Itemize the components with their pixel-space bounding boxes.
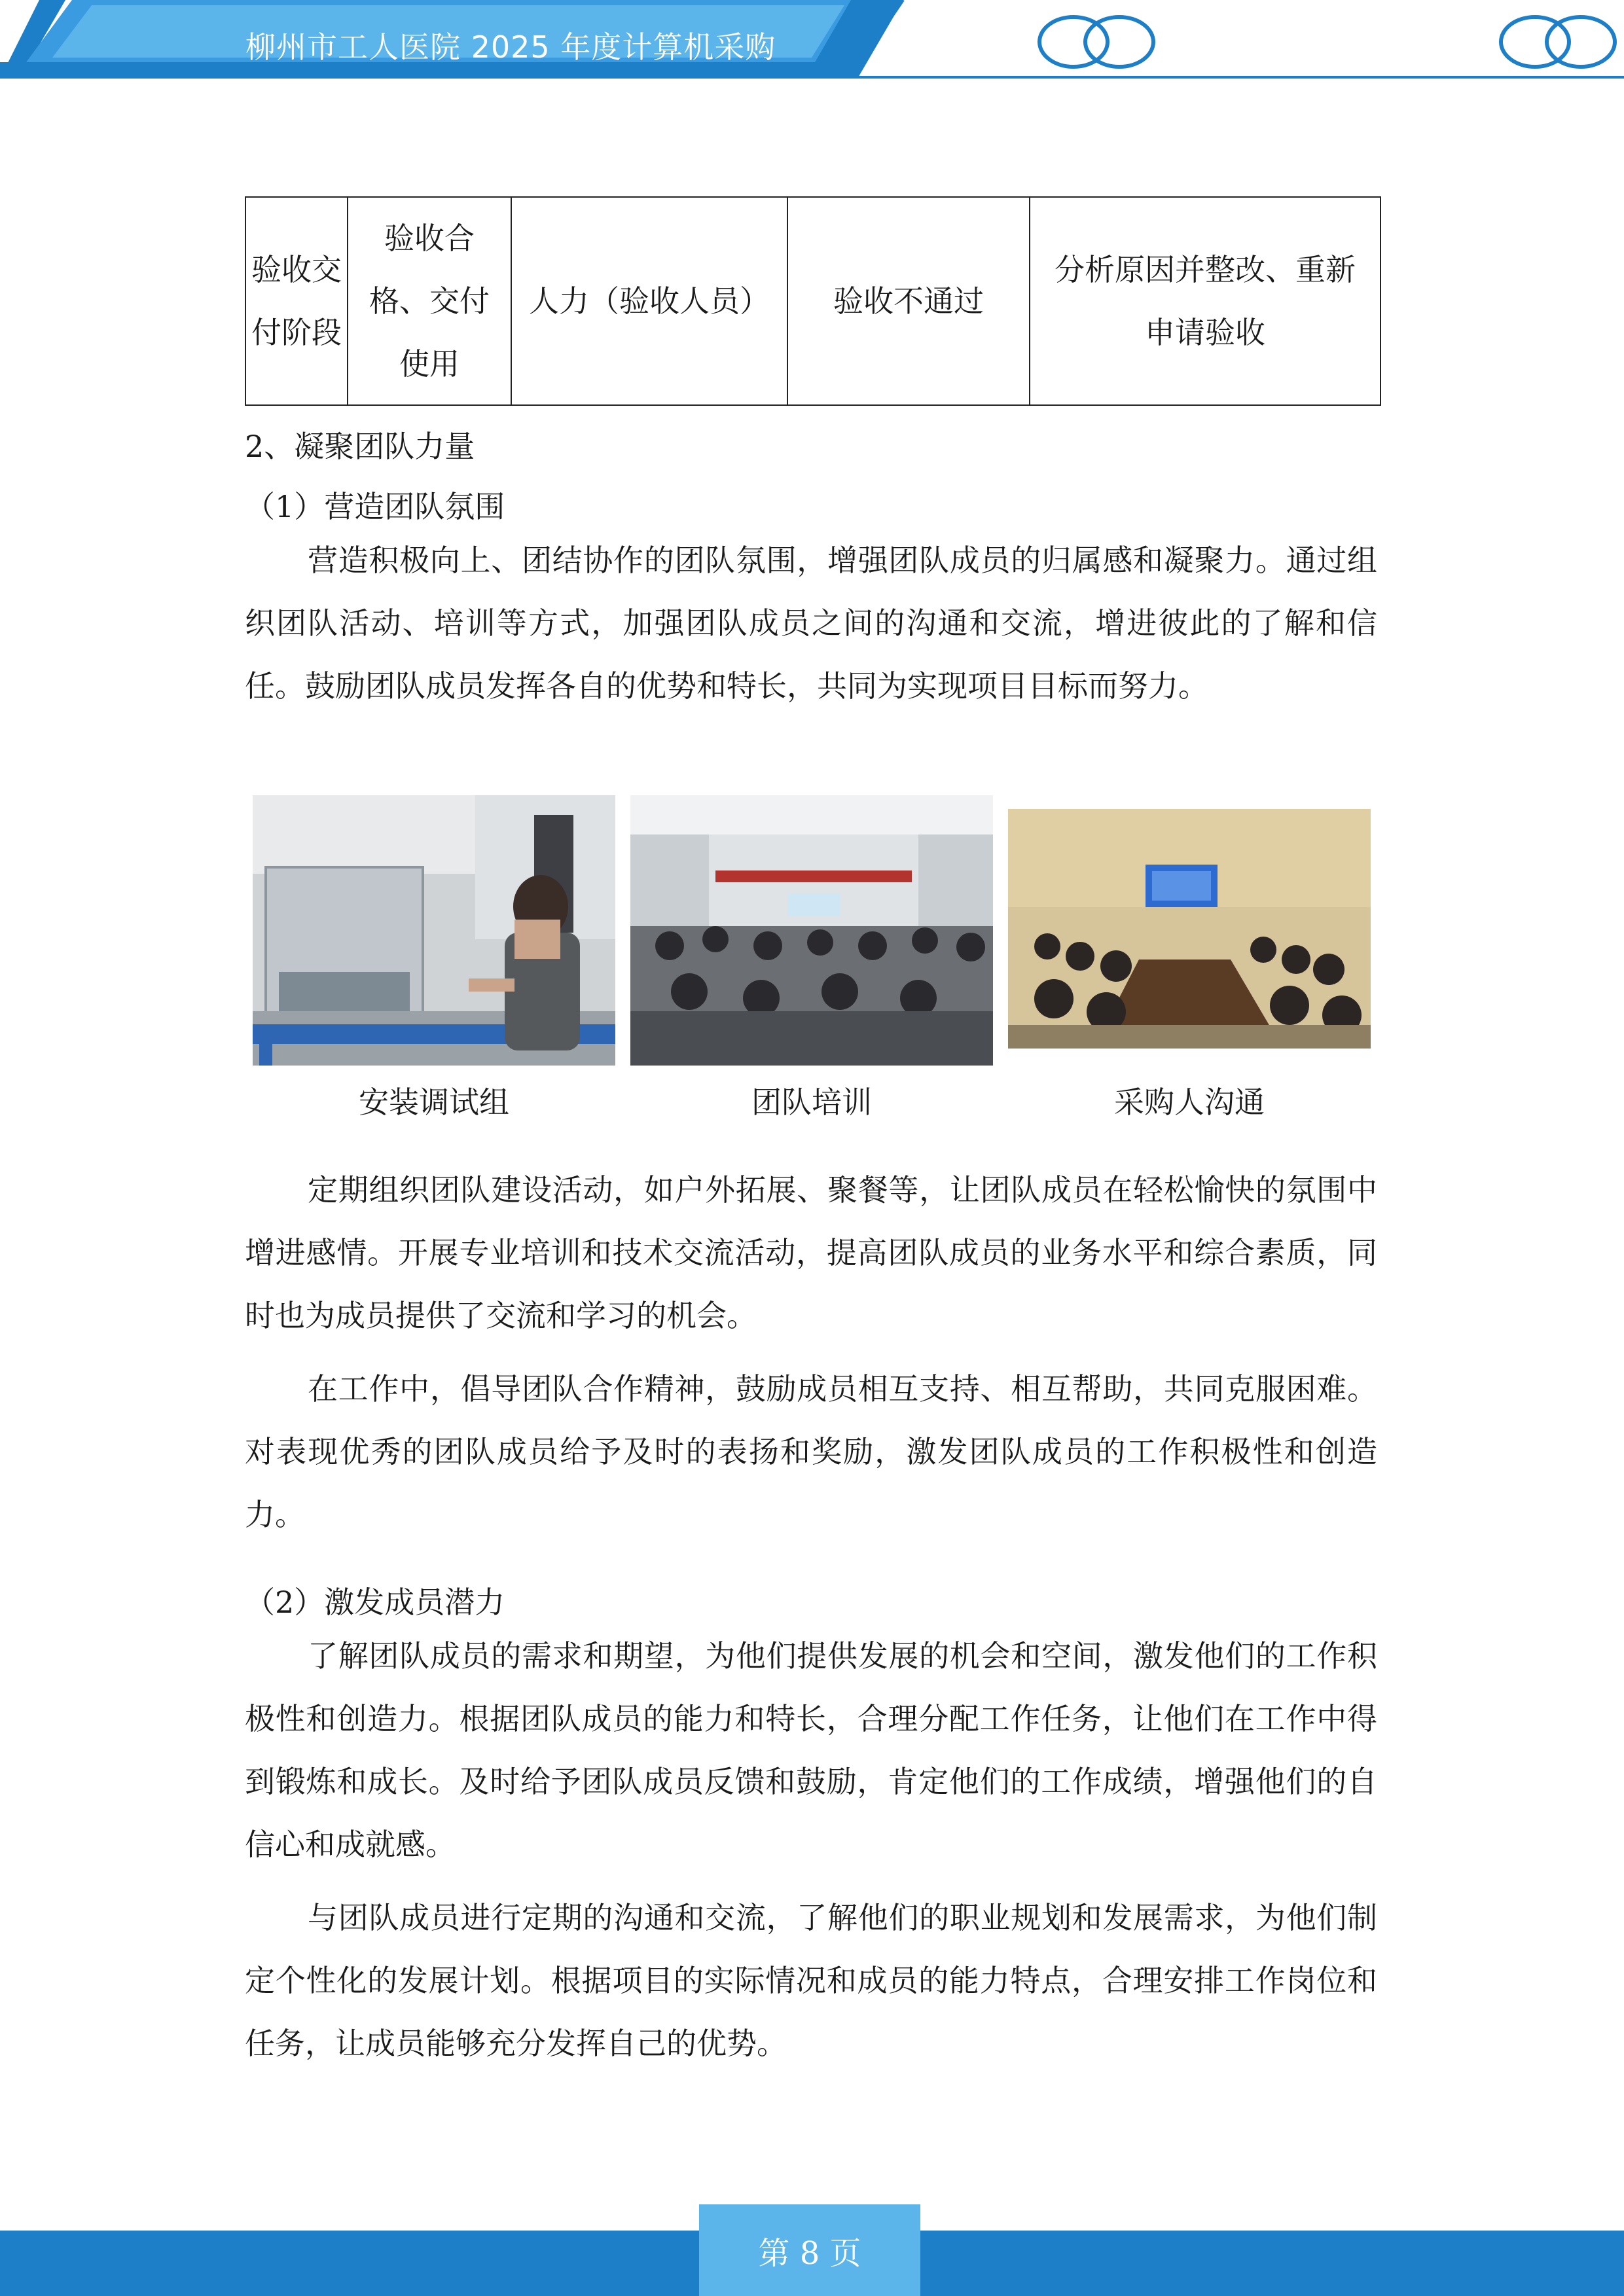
caption-install-team: 安装调试组 <box>359 1085 509 1120</box>
caption-team-training: 团队培训 <box>751 1085 872 1120</box>
cell-line: 验收合 <box>384 221 475 256</box>
paragraph: 定期组织团队建设活动，如户外拓展、聚餐等，让团队成员在轻松愉快的氛围中增进感情。开展专业培训和技术交流活动，提高团队成员的业务水平和综合素质，同时也为成员提供了交流和学习的机会。 <box>245 1172 1377 1333</box>
ring-icon <box>1085 17 1153 67</box>
paragraph: 与团队成员进行定期的沟通和交流，了解他们的职业规划和发展需求，为他们制定个性化的发展计划。根据项目的实际情况和成员的能力特点，合理安排工作岗位和任务，让成员能够充分发挥自己的优势。 <box>245 1900 1377 2061</box>
table-cell-milestone <box>348 197 511 405</box>
photo-purchaser-meeting <box>1008 809 1371 1049</box>
section-heading: 2、凝聚团队力量 <box>245 429 475 464</box>
paragraph: 了解团队成员的需求和期望，为他们提供发展的机会和空间，激发他们的工作积极性和创造力。根据团队成员的能力和特长，合理分配工作任务，让他们在工作中得到锻炼和成长。及时给予团队成员反馈和鼓励，肯定他们的工作成绩，增强他们的自信心和成就感。 <box>245 1638 1377 1862</box>
subsection-heading: （1）营造团队氛围 <box>245 489 505 524</box>
subsection-heading: （2）激发成员潜力 <box>245 1585 505 1620</box>
paragraph: 营造积极向上、团结协作的团队氛围，增强团队成员的归属感和凝聚力。通过组织团队活动、培训等方式，加强团队成员之间的沟通和交流，增进彼此的了解和信任。鼓励团队成员发挥各自的优势和特长，共同为实现项目目标而努力。 <box>245 543 1377 704</box>
cell-line: 验收交 <box>251 252 342 287</box>
ring-icon <box>1547 17 1615 67</box>
cell-line: 人力（验收人员） <box>529 283 770 319</box>
header-title: 柳州市工人医院 2025 年度计算机采购 <box>245 29 776 65</box>
table-cell-action <box>1030 197 1380 405</box>
header-banner-graphic <box>0 0 1624 85</box>
table-row <box>245 197 1380 405</box>
table-cell-resource <box>511 197 787 405</box>
cell-line: 付阶段 <box>251 315 342 350</box>
cell-line: 使用 <box>399 346 460 382</box>
cell-line: 分析原因并整改、重新 <box>1055 252 1356 287</box>
cell-line: 验收不通过 <box>833 283 984 319</box>
acceptance-table <box>245 196 1381 406</box>
table-cell-risk <box>787 197 1030 405</box>
cell-line: 申请验收 <box>1145 315 1265 350</box>
photo-install-team <box>253 795 615 1066</box>
page-header <box>0 0 1624 85</box>
page-number-label: 第 8 页 <box>758 2234 861 2272</box>
caption-purchaser-meeting: 采购人沟通 <box>1114 1085 1265 1120</box>
paragraph: 在工作中，倡导团队合作精神，鼓励成员相互支持、相互帮助，共同克服困难。对表现优秀的团队成员给予及时的表扬和奖励，激发团队成员的工作积极性和创造力。 <box>245 1371 1377 1532</box>
table-cell-stage <box>245 197 348 405</box>
page-number <box>699 2204 920 2296</box>
photo-team-training <box>630 795 993 1066</box>
cell-line: 格、交付 <box>369 283 490 319</box>
